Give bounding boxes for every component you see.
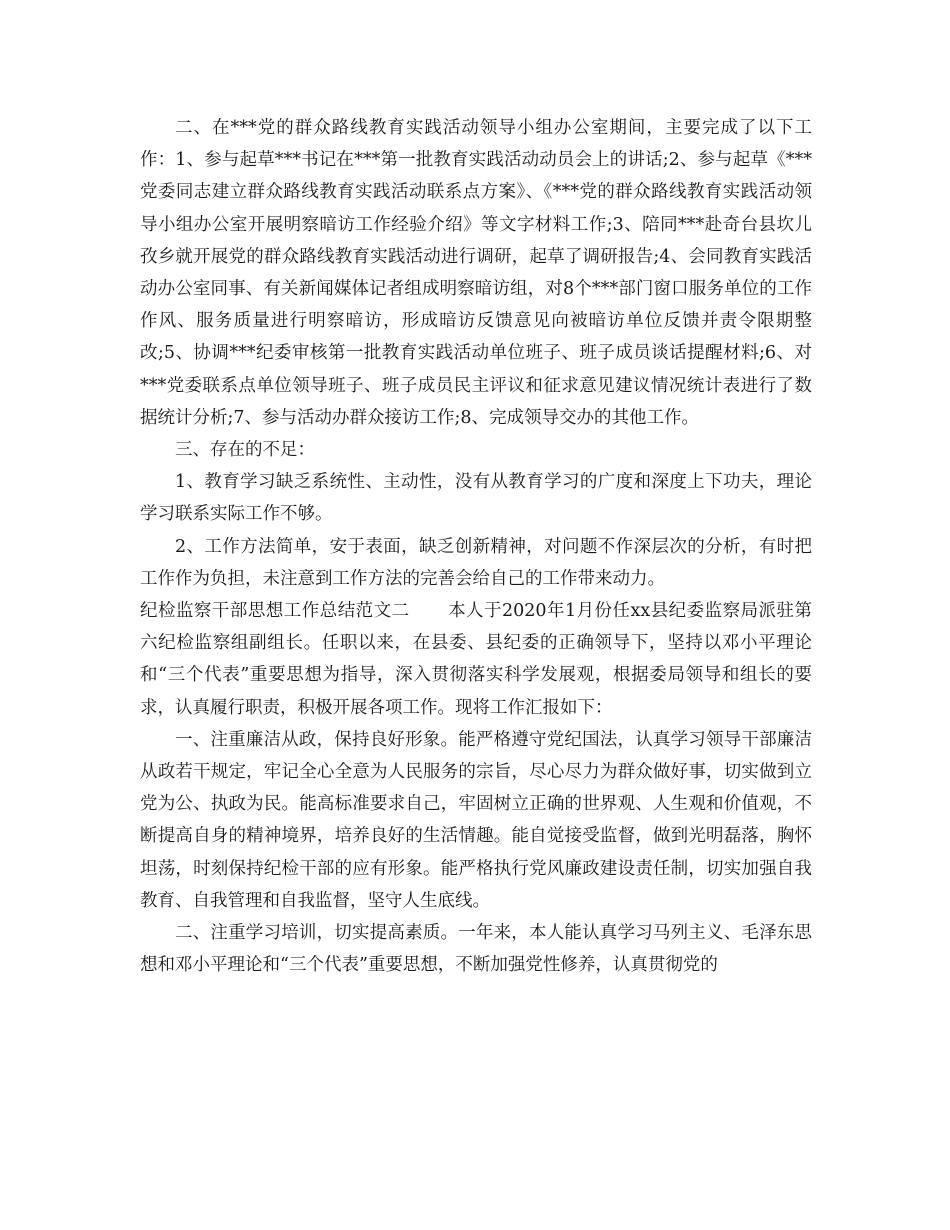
paragraph-section-1: 一、注重廉洁从政，保持良好形象。能严格遵守党纪国法，认真学习领导干部廉洁从政若干规定，牢记全心全意为人民服务的宗旨，尽心尽力为群众做好事，切实做到立党为公、执政为民。能高标准要求自己，牢固树立正确的世界观、人生观和价值观，不断提高自身的精神境界，培养良好的生活情趣。能自觉接受监督，做到光明磊落，胸怀坦荡，时刻保持纪检干部的应有形象。能严格执行党风廉政建设责任制，切实加强自我教育、自我管理和自我监督，坚守人生底线。: [140, 729, 812, 911]
paragraph-shortcoming-2: 2、工作方法简单，安于表面，缺乏创新精神，对问题不作深层次的分析，有时把工作作为负担，未注意到工作方法的完善会给自己的工作带来动力。: [140, 536, 812, 589]
paragraph-sample-two: [140, 595, 812, 724]
paragraph-work-items: 二、在***党的群众路线教育实践活动领导小组办公室期间，主要完成了以下工作：1、参与起草***书记在***第一批教育实践活动动员会上的讲话;2、参与起草《***党委同志建立群众路线教育实践活动联系点方案》、《***党的群众路线教育实践活动领导小组办公室开展明察暗访工作经验介绍》等文字材料工作;3、陪同***赴奇台县坎儿孜乡就开展党的群众路线教育实践活动进行调研，起草了调研报告;4、会同教育实践活动办公室同事、有关新闻媒体记者组成明察暗访组，对8个***部门窗口服务单位的工作作风、服务质量进行明察暗访，形成暗访反馈意见向被暗访单位反馈并责令限期整改;5、协调***纪委审核第一批教育实践活动单位班子、班子成员谈话提醒材料;6、对***党委联系点单位领导班子、班子成员民主评议和征求意见建议情况统计表进行了数据统计分析;7、参与活动办群众接访工作;8、完成领导交办的其他工作。: [140, 118, 812, 428]
paragraph-section-2: 二、注重学习培训，切实提高素质。一年来，本人能认真学习马列主义、毛泽东思想和邓小平理论和“三个代表”重要思想，不断加强党性修养，认真贯彻党的: [140, 923, 812, 976]
heading-shortcomings: 三、存在的不足：: [175, 440, 315, 461]
paragraph-shortcoming-1: 1、教育学习缺乏系统性、主动性，没有从教育学习的广度和深度上下功夫，理论学习联系实际工作不够。: [140, 472, 812, 525]
document-page: [140, 112, 812, 981]
sample-two-title: 纪检监察干部思想工作总结范文二: [140, 601, 410, 622]
sample-two-intro: 本人于2020年1月份任xx县纪委监察局派驻第六纪检监察组副组长。任职以来，在县委、县纪委的正确领导下，坚持以邓小平理论和“三个代表”重要思想为指导，深入贯彻落实科学发展观，根据委局领导和组长的要求，认真履行职责，积极开展各项工作。现将工作汇报如下：: [140, 601, 812, 718]
